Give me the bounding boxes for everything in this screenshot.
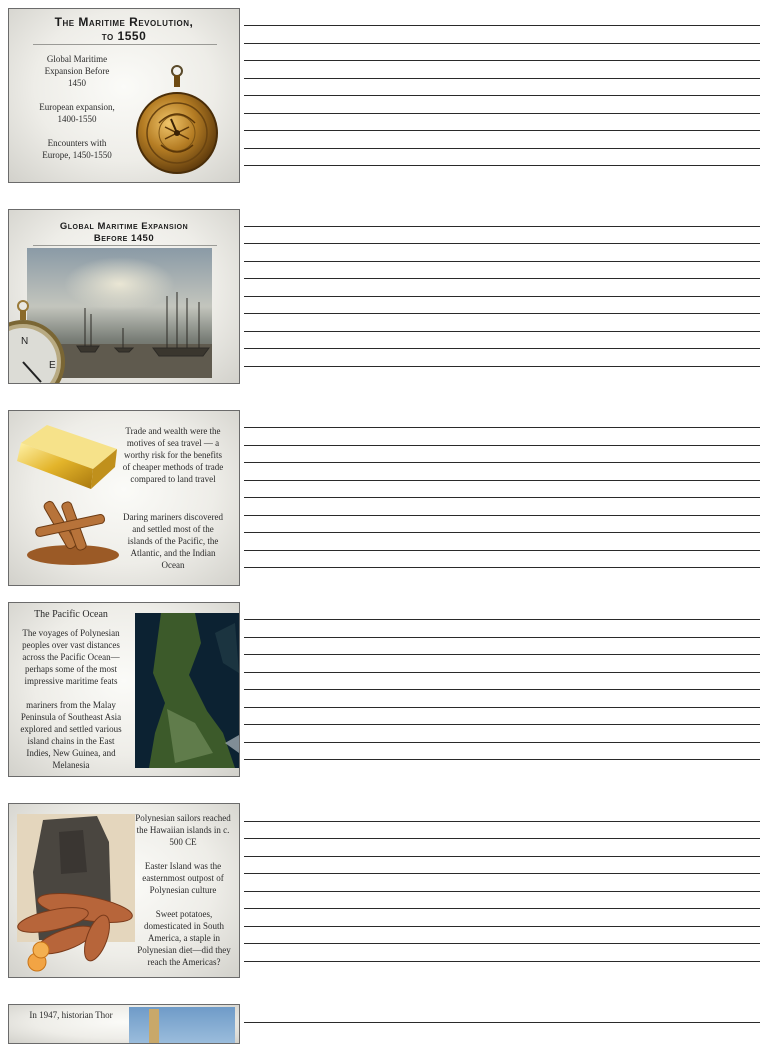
slide-text: Encounters with Europe, 1450-1550 xyxy=(42,138,112,160)
compass-image xyxy=(9,298,91,384)
slide-text: Trade and wealth were the motives of sea travel — a worthy risk for the benefits of cheaper methods of trade compared to land travel xyxy=(122,426,224,484)
slide-text: mariners from the Malay Peninsula of Southeast Asia explored and settled various island chains in the East Indies, New Guinea, and Melanesia xyxy=(20,700,122,770)
slide-title: The Pacific Ocean xyxy=(34,609,108,620)
notes-lines-2[interactable] xyxy=(244,200,760,375)
slide-6 xyxy=(8,1004,240,1044)
notes-lines-6[interactable] xyxy=(244,1000,760,1024)
slide-4 xyxy=(8,602,240,777)
slide-text: European expansion, 1400-1550 xyxy=(39,102,115,124)
satellite-peninsula-image xyxy=(135,613,239,768)
slide-image xyxy=(129,1007,235,1044)
svg-text:E: E xyxy=(49,360,56,371)
slide-text: In 1947, historian Thor xyxy=(29,1010,113,1020)
notes-lines-3[interactable] xyxy=(244,400,760,575)
slide-title: The Maritime Revolution, to 1550 xyxy=(54,15,194,43)
astrolabe-image xyxy=(133,53,221,177)
slide-text: Polynesian sailors reached the Hawaiian islands in c. 500 CE xyxy=(135,813,231,847)
slide-5 xyxy=(8,803,240,978)
moai-sweet-potato-image xyxy=(13,812,137,974)
svg-text:N: N xyxy=(21,336,29,347)
cinnamon-image xyxy=(25,491,121,567)
slide-text: The voyages of Polynesian peoples over vast distances across the Pacific Ocean—perhaps some of the most impressive maritime feats xyxy=(22,628,120,686)
slide-text: Global Maritime Expansion Before 1450 xyxy=(44,54,110,88)
slide-title: Global Maritime Expansion Before 1450 xyxy=(59,221,189,244)
notes-lines-5[interactable] xyxy=(244,800,760,975)
notes-lines-4[interactable] xyxy=(244,600,760,775)
slide-text: Sweet potatoes, domesticated in South America, a staple in Polynesian diet—did they reach the Americas? xyxy=(137,909,231,967)
slide-1 xyxy=(8,8,240,183)
notes-lines-1[interactable] xyxy=(244,0,760,175)
title-divider xyxy=(33,44,217,45)
slide-text: Easter Island was the easternmost outpost of Polynesian culture xyxy=(142,861,224,895)
slide-text: Daring mariners discovered and settled most of the islands of the Pacific, the Atlantic, and the Indian Ocean xyxy=(123,512,223,570)
gold-bar-image xyxy=(13,417,117,489)
slide-3 xyxy=(8,410,240,586)
slide-2 xyxy=(8,209,240,384)
title-divider xyxy=(33,245,217,246)
